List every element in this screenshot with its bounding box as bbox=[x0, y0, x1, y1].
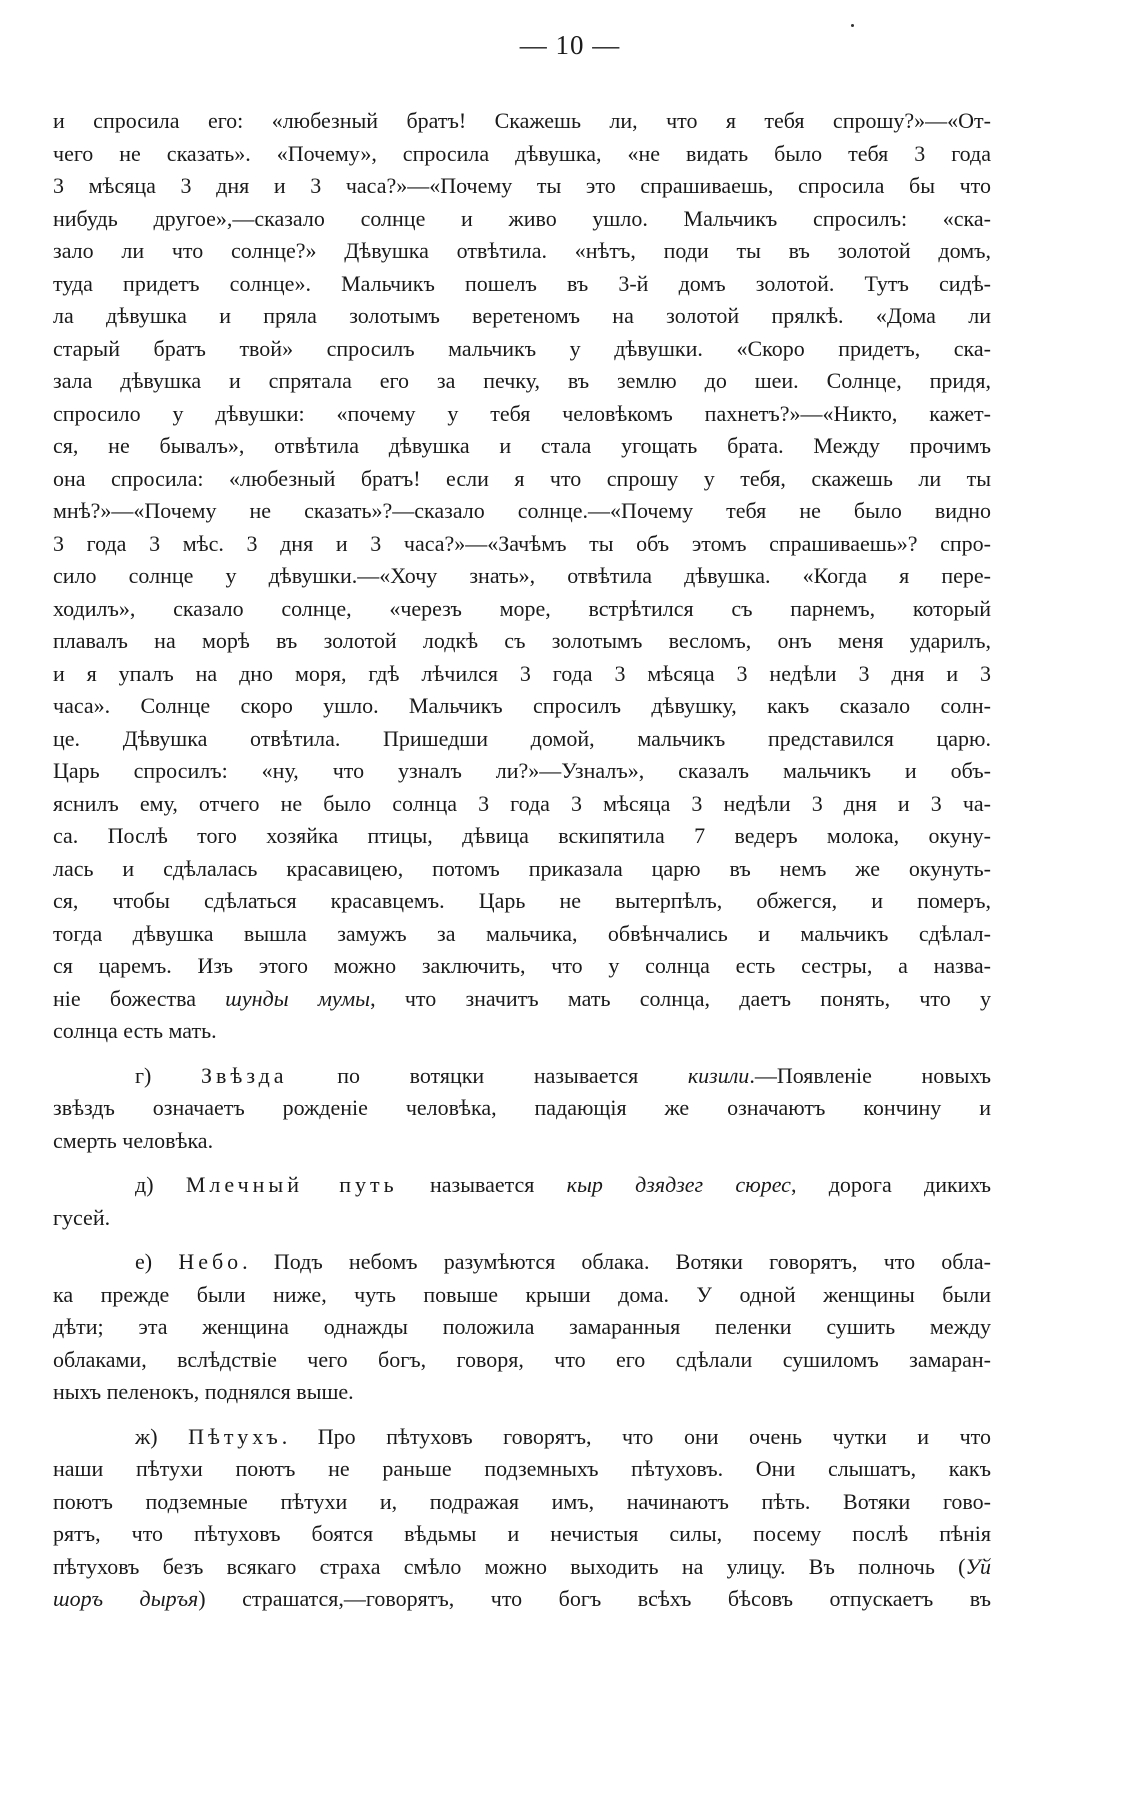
text-line bbox=[53, 1015, 991, 1048]
line-text: по вотяцки называется bbox=[287, 1062, 688, 1088]
line-text: часа». Солнце скоро ушло. Мальчикъ спросилъ дѣвушку, какъ сказало солн- bbox=[53, 693, 991, 718]
line-text: называется bbox=[397, 1172, 567, 1197]
paragraph-gap bbox=[53, 1157, 991, 1169]
line-text: мнѣ?»—«Почему не сказать»?—сказало солнце.—«Почему тебя не было видно bbox=[53, 498, 991, 523]
line-text: 3 мѣсяца 3 дня и 3 часа?»—«Почему ты это спрашиваешь, спросила бы что bbox=[53, 173, 991, 198]
text-line bbox=[53, 853, 991, 886]
line-text: лась и сдѣлалась красавицею, потомъ приказала царю въ немъ же окунуть- bbox=[53, 855, 991, 881]
page-number: — 10 — bbox=[519, 30, 621, 60]
line-text: и спросила его: «любезный братъ! Скажешь ли, что я тебя спрошу?»—«От- bbox=[53, 108, 991, 133]
line-text: Царь спросилъ: «ну, что узналъ ли?»—Узналъ», сказалъ мальчикъ и объ- bbox=[53, 758, 991, 783]
text-line bbox=[53, 1518, 991, 1551]
line-text: смерть человѣка. bbox=[53, 1127, 214, 1153]
text-line bbox=[53, 788, 991, 821]
spaced-heading: Звѣзда bbox=[200, 1062, 288, 1088]
line-text: и я упалъ на дно моря, гдѣ лѣчился 3 года 3 мѣсяца 3 недѣли 3 дня и 3 bbox=[53, 660, 991, 686]
text-line bbox=[53, 495, 991, 528]
text-line bbox=[53, 723, 991, 756]
text-line bbox=[53, 528, 991, 561]
line-text: е) bbox=[135, 1249, 179, 1274]
line-text: са. Послѣ того хозяйка птицы, дѣвица вскипятила 7 ведеръ молока, окуну- bbox=[53, 823, 991, 848]
line-text: она спросила: «любезный братъ! если я что спрошу у тебя, скажешь ли ты bbox=[53, 465, 991, 491]
line-text: . Подъ небомъ разумѣются облака. Вотяки говорятъ, что обла- bbox=[242, 1249, 992, 1274]
text-line bbox=[53, 300, 991, 333]
text-line bbox=[53, 203, 991, 236]
text-line bbox=[53, 1583, 991, 1616]
paragraph-gap bbox=[53, 1234, 991, 1246]
text-line bbox=[53, 593, 991, 626]
text-line bbox=[53, 1202, 991, 1235]
text-line bbox=[53, 1169, 991, 1202]
line-text: ся, не бывалъ», отвѣтила дѣвушка и стала угощать брата. Между прочимъ bbox=[53, 433, 991, 458]
line-text: , дорога дикихъ bbox=[790, 1172, 991, 1197]
line-text: туда придетъ солнце». Мальчикъ пошелъ въ 3-й домъ золотой. Тутъ сидѣ- bbox=[53, 270, 991, 296]
spaced-heading: Пѣтухъ bbox=[188, 1423, 282, 1449]
text-line bbox=[53, 658, 991, 691]
line-text: зало ли что солнце?» Дѣвушка отвѣтила. «нѣтъ, поди ты въ золотой домъ, bbox=[53, 238, 991, 263]
line-text: спросило у дѣвушки: «почему у тебя человѣкомъ пахнетъ?»—«Никто, кажет- bbox=[53, 400, 991, 426]
text-line bbox=[53, 1311, 991, 1344]
text-line bbox=[53, 950, 991, 983]
line-text: облаками, вслѣдствіе чего богъ, говоря, что его сдѣлали сушиломъ замаран- bbox=[53, 1346, 991, 1372]
italic-term: кыр дзядзег сюрес bbox=[566, 1172, 791, 1197]
line-text: нибудь другое»,—сказало солнце и живо ушло. Мальчикъ спросилъ: «ска- bbox=[53, 205, 991, 231]
text-line bbox=[53, 1453, 991, 1486]
text-line bbox=[53, 885, 991, 918]
text-line bbox=[53, 430, 991, 463]
text-line bbox=[53, 1376, 991, 1409]
body-text bbox=[53, 105, 991, 1616]
text-line bbox=[53, 625, 991, 658]
italic-term: шоръ дыръя bbox=[53, 1586, 199, 1611]
text-line bbox=[53, 1092, 991, 1125]
text-line bbox=[53, 170, 991, 203]
line-text: ) страшатся,—говорятъ, что богъ всѣхъ бѣсовъ отпускаетъ въ bbox=[198, 1586, 991, 1611]
line-text: чего не сказать». «Почему», спросила дѣвушка, «не видать было тебя 3 года bbox=[53, 140, 991, 166]
text-line bbox=[53, 463, 991, 496]
line-text: гусей. bbox=[53, 1204, 111, 1230]
paragraph-gap bbox=[53, 1409, 991, 1421]
line-text: ся царемъ. Изъ этого можно заключить, что у солнца есть сестры, а назва- bbox=[53, 953, 991, 978]
text-line bbox=[53, 820, 991, 853]
line-text: ся, чтобы сдѣлаться красавцемъ. Царь не вытерпѣлъ, обжегся, и померъ, bbox=[53, 888, 991, 913]
text-line bbox=[53, 755, 991, 788]
text-line bbox=[53, 1060, 991, 1093]
line-text: солнца есть мать. bbox=[53, 1018, 217, 1043]
line-text: , что значитъ мать солнца, даетъ понять, что у bbox=[370, 985, 992, 1011]
line-text: дѣти; эта женщина однажды положила замаранныя пеленки сушить между bbox=[53, 1314, 991, 1339]
line-text: ка прежде были ниже, чуть повыше крыши дома. У одной женщины были bbox=[53, 1281, 991, 1307]
text-line bbox=[53, 1246, 991, 1279]
text-line bbox=[53, 1279, 991, 1312]
italic-term: кизили bbox=[687, 1062, 750, 1088]
line-text: поютъ подземные пѣтухи и, подражая имъ, начинаютъ пѣть. Вотяки гово- bbox=[53, 1488, 991, 1514]
text-line bbox=[53, 1551, 991, 1584]
text-line bbox=[53, 235, 991, 268]
line-text: пѣтуховъ безъ всякаго страха смѣло можно выходить на улицу. Въ полночь ( bbox=[53, 1553, 966, 1579]
line-text: плавалъ на морѣ въ золотой лодкѣ съ золотымъ весломъ, онъ меня ударилъ, bbox=[53, 628, 991, 653]
spaced-heading: Небо bbox=[178, 1249, 243, 1274]
text-line bbox=[53, 333, 991, 366]
text-line bbox=[53, 268, 991, 301]
text-line bbox=[53, 983, 991, 1016]
ink-speck bbox=[851, 24, 854, 27]
line-text: ходилъ», сказало солнце, «черезъ море, встрѣтился съ парнемъ, который bbox=[53, 595, 991, 621]
line-text: ніе божества bbox=[53, 985, 226, 1011]
line-text: . Про пѣтуховъ говорятъ, что они очень чутки и что bbox=[281, 1423, 991, 1449]
line-text: д) bbox=[135, 1172, 186, 1197]
text-line bbox=[53, 365, 991, 398]
line-text: ныхъ пеленокъ, поднялся выше. bbox=[53, 1379, 354, 1404]
text-line bbox=[53, 1486, 991, 1519]
line-text: наши пѣтухи поютъ не раньше подземныхъ пѣтуховъ. Они слышатъ, какъ bbox=[53, 1456, 991, 1481]
text-line bbox=[53, 1344, 991, 1377]
line-text: 3 года 3 мѣс. 3 дня и 3 часа?»—«Зачѣмъ ты объ этомъ спрашиваешь»? спро- bbox=[53, 530, 991, 556]
line-text: старый братъ твой» спросилъ мальчикъ у дѣвушки. «Скоро придетъ, ска- bbox=[53, 335, 991, 361]
line-text: зала дѣвушка и спрятала его за печку, въ землю до шеи. Солнце, придя, bbox=[53, 368, 991, 393]
line-text: ла дѣвушка и пряла золотымъ веретеномъ на золотой прялкѣ. «Дома ли bbox=[53, 303, 991, 328]
text-line bbox=[53, 918, 991, 951]
line-text: сило солнце у дѣвушки.—«Хочу знать», отвѣтила дѣвушка. «Когда я пере- bbox=[53, 563, 991, 588]
paragraph-gap bbox=[53, 1048, 991, 1060]
text-line bbox=[53, 1421, 991, 1454]
line-text: .—Появленіе новыхъ bbox=[749, 1062, 991, 1088]
text-line bbox=[53, 690, 991, 723]
line-text: яснилъ ему, отчего не было солнца 3 года 3 мѣсяца 3 недѣли 3 дня и 3 ча- bbox=[53, 790, 991, 816]
italic-term: Уй bbox=[965, 1553, 991, 1579]
line-text: рятъ, что пѣтуховъ боятся вѣдьмы и нечистыя силы, посему послѣ пѣнія bbox=[53, 1521, 991, 1546]
text-line bbox=[53, 105, 991, 138]
line-text: звѣздъ означаетъ рожденіе человѣка, падающія же означаютъ кончину и bbox=[53, 1095, 991, 1120]
line-text: ж) bbox=[135, 1423, 189, 1449]
line-text: це. Дѣвушка отвѣтила. Пришедши домой, мальчикъ представился царю. bbox=[53, 725, 991, 751]
line-text: г) bbox=[135, 1062, 201, 1088]
text-line bbox=[53, 398, 991, 431]
text-line bbox=[53, 1125, 991, 1158]
text-line bbox=[53, 560, 991, 593]
italic-term: шунды мумы bbox=[225, 985, 371, 1011]
spaced-heading: Млечный путь bbox=[185, 1172, 398, 1197]
line-text: тогда дѣвушка вышла замужъ за мальчика, обвѣнчались и мальчикъ сдѣлал- bbox=[53, 920, 991, 946]
text-line bbox=[53, 138, 991, 171]
